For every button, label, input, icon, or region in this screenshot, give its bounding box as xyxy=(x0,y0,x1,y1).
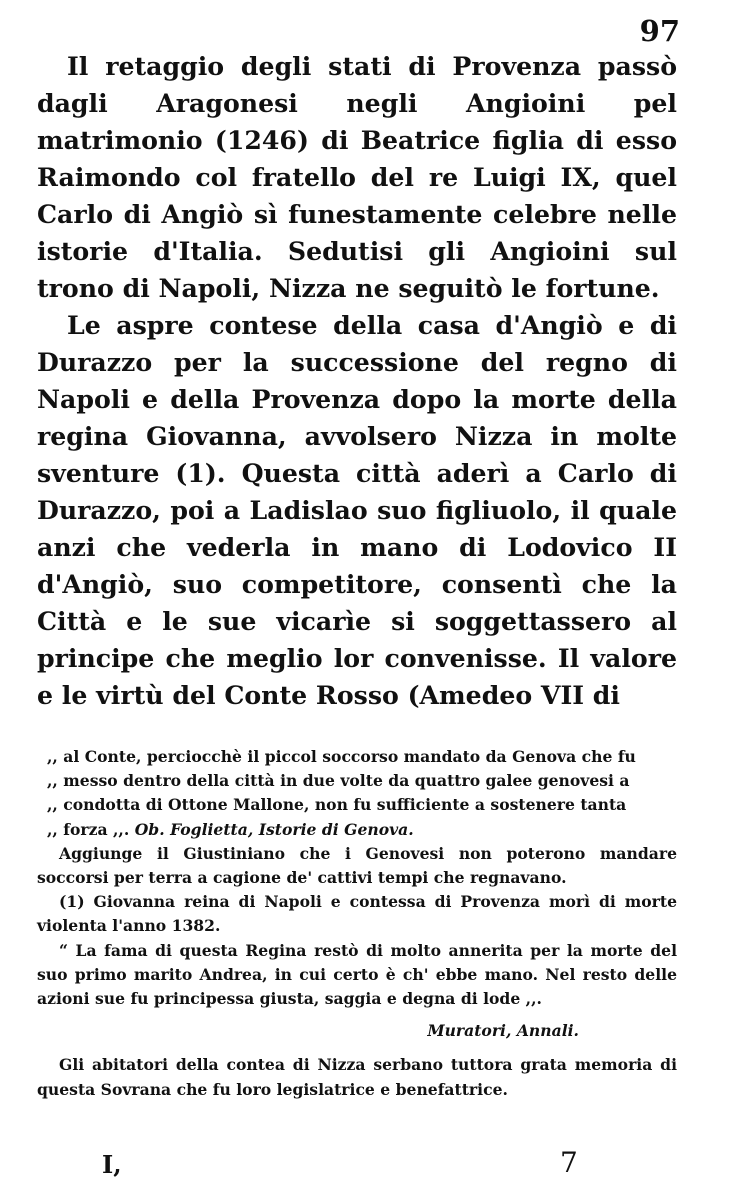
footnote-quote-closing: ,, forza ,,. xyxy=(47,819,135,839)
page-number: 97 xyxy=(639,14,680,48)
footnote-quote-line-3: ,, condotta di Ottone Mallone, non fu sufficiente a sostenere tanta xyxy=(47,795,627,815)
footnote-closing: Gli abitatori della contea di Nizza serbano tuttora grata memoria di questa Sovrana che fu loro legislatrice e benefattrice. xyxy=(37,1055,677,1099)
footnote-quote-line-1: ,, al Conte, perciocchè il piccol soccorso mandato da Genova che fu xyxy=(47,747,636,766)
footnote-quote-line-2: ,, messo dentro della città in due volte da quattro galee genovesi a xyxy=(47,771,630,791)
footnote-citation: Ob. Foglietta, Istorie di Genova. xyxy=(134,819,414,839)
footnote-giustiniano: Aggiunge il Giustiniano che i Genovesi non poterono mandare soccorsi per terra a cagione de' cattivi tempi che regnavano. xyxy=(37,843,677,888)
footnote-quote-line-4 xyxy=(47,818,677,842)
footnote-muratori-attribution: Muratori, Annali. xyxy=(427,1021,579,1041)
footnote-1: (1) Giovanna reina di Napoli e contessa di Provenza morì di morte violenta l'anno 1382. xyxy=(37,892,677,936)
signature-mark-left: I, xyxy=(102,1150,122,1179)
footnote-muratori-quote: “ La fama di questa Regina restò di molto annerita per la morte del suo primo marito Andrea, in cui certo è ch' ebbe mano. Nel resto delle azioni sue fu principessa giusta, saggia e degna di lode ,,. xyxy=(37,940,677,1009)
body-paragraph-1: Il retaggio degli stati di Provenza passò dagli Aragonesi negli Angioini pel matrimonio (1246) di Beatrice figlia di esso Raimondo col fratello del re Luigi IX, quel Carlo di Angiò sì funestamente celebre nelle istorie d'Italia. Sedutisi gli Angioini sul trono di Napoli, Nizza ne seguitò le fortune. xyxy=(37,51,677,303)
signature-mark-right: 7 xyxy=(560,1146,578,1179)
footnotes xyxy=(37,745,677,1102)
body-paragraph-2: Le aspre contese della casa d'Angiò e di Durazzo per la successione del regno di Napoli e della Provenza dopo la morte della regina Giovanna, avvolsero Nizza in molte sventure (1). Questa città aderì a Carlo di Durazzo, poi a Ladislao suo figliuolo, il quale anzi che vederla in mano di Lodovico II d'Angiò, suo competitore, consentì che la Città e le sue vicarìe si soggettassero al principe che meglio lor convenisse. Il valore e le virtù del Conte Rosso (Amedeo VII di xyxy=(37,310,677,710)
main-text xyxy=(37,48,677,714)
